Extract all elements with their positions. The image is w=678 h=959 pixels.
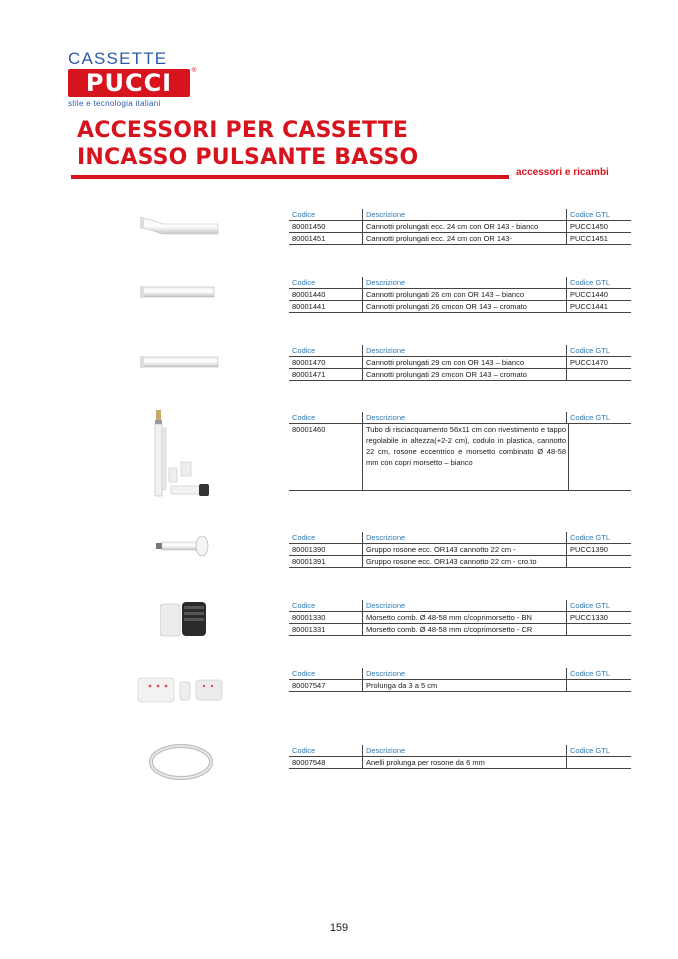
- cell-gtl: PUCC1451: [570, 234, 608, 243]
- header-gtl: Codice GTL: [570, 278, 611, 287]
- cell-gtl: PUCC1470: [570, 358, 608, 367]
- table-header-row: [289, 668, 631, 680]
- cell-description: Cannotti prolungati ecc. 24 cm con OR 143-: [363, 233, 567, 244]
- table-row: [289, 233, 631, 245]
- cell-code: 80001440: [289, 289, 363, 300]
- table-header-row: [289, 345, 631, 357]
- cell-code: 80001471: [289, 369, 363, 380]
- header-gtl: Codice GTL: [570, 669, 611, 678]
- header-gtl: Codice GTL: [570, 533, 611, 542]
- table-header-row: [289, 745, 631, 757]
- header-code: Codice: [289, 668, 363, 679]
- product-table-3: [289, 345, 631, 381]
- cell-description: Cannotti prolungati 29 cm con OR 143 – bianco: [363, 357, 567, 368]
- cell-code: 80001331: [289, 624, 363, 635]
- cell-gtl: [567, 680, 631, 691]
- header-gtl: Codice GTL: [570, 210, 611, 219]
- header-gtl: Codice GTL: [570, 413, 611, 422]
- table-row: [289, 424, 631, 491]
- product-table-8: [289, 745, 631, 769]
- product-table-5: [289, 532, 631, 568]
- cell-description: Cannotti prolungati ecc. 24 cm con OR 143 - bianco: [363, 221, 567, 232]
- header-code: Codice: [289, 277, 363, 288]
- header-description: Descrizione: [363, 345, 567, 356]
- cell-description: Cannotti prolungati 26 cm con OR 143 – bianco: [363, 289, 567, 300]
- table-row: [289, 369, 631, 381]
- cell-description: Prolunga da 3 a 5 cm: [363, 680, 567, 691]
- product-table-1: [289, 209, 631, 245]
- logo-tagline: stile e tecnologia italiani: [68, 99, 161, 108]
- cell-gtl: PUCC1450: [570, 222, 608, 231]
- table-row: [289, 556, 631, 568]
- title-divider: [71, 175, 509, 179]
- page-title-line-2: INCASSO PULSANTE BASSO: [77, 145, 419, 170]
- product-image-straight-tube: [140, 355, 220, 369]
- cell-description: Gruppo rosone ecc. OR143 cannotto 22 cm -: [363, 544, 567, 555]
- header-gtl: Codice GTL: [570, 346, 611, 355]
- table-header-row: [289, 600, 631, 612]
- cell-code: 80001470: [289, 357, 363, 368]
- header-code: Codice: [289, 412, 363, 423]
- product-table-4: [289, 412, 631, 491]
- cell-code: 80001441: [289, 301, 363, 312]
- cell-gtl: [569, 424, 631, 490]
- header-code: Codice: [289, 745, 363, 756]
- table-row: [289, 680, 631, 692]
- cell-gtl: PUCC1330: [570, 613, 608, 622]
- page-number: 159: [329, 922, 349, 934]
- page-title-line-1: ACCESSORI PER CASSETTE: [77, 118, 409, 143]
- cell-description: Morsetto comb. Ø 48-58 mm c/coprimorsetto - BN: [363, 612, 567, 623]
- cell-gtl: PUCC1440: [570, 290, 608, 299]
- cell-code: 80001330: [289, 612, 363, 623]
- product-table-7: [289, 668, 631, 692]
- cell-description: Cannotti prolungati 26 cmcon OR 143 – cromato: [363, 301, 567, 312]
- cell-code: 80001450: [289, 221, 363, 232]
- table-header-row: [289, 277, 631, 289]
- logo-registered-mark: ®: [192, 68, 197, 74]
- cell-description: Cannotti prolungati 29 cmcon OR 143 – cromato: [363, 369, 567, 380]
- cell-gtl: [567, 369, 631, 380]
- header-gtl: Codice GTL: [570, 746, 611, 755]
- cell-code: 80001451: [289, 233, 363, 244]
- table-row: [289, 544, 631, 556]
- header-code: Codice: [289, 345, 363, 356]
- product-image-straight-tube: [140, 285, 216, 299]
- product-image-flush-pipe-kit: [145, 410, 215, 498]
- logo-red-box: [68, 69, 190, 97]
- cell-gtl: [567, 556, 631, 567]
- cell-description: Anelli prolunga per rosone da 6 mm: [363, 757, 567, 768]
- logo-pucci-text: PUCCI: [85, 69, 173, 97]
- header-description: Descrizione: [363, 277, 567, 288]
- header-description: Descrizione: [363, 209, 567, 220]
- product-table-2: [289, 277, 631, 313]
- cell-description: Tubo di risciacquamento 56x11 cm con rivestimento e tappo regolabile in altezza(+2-2 cm), codulo in plastica, cannotto 22 cm, rosone eccentrico e morsetto combinato Ø 48-58 mm con copri morsetto – bianco: [363, 424, 569, 490]
- table-row: [289, 221, 631, 233]
- cell-gtl: PUCC1390: [570, 545, 608, 554]
- table-row: [289, 757, 631, 769]
- cell-gtl: [567, 624, 631, 635]
- header-description: Descrizione: [363, 412, 567, 423]
- cell-gtl: PUCC1441: [570, 302, 608, 311]
- table-header-row: [289, 209, 631, 221]
- table-row: [289, 612, 631, 624]
- table-header-row: [289, 412, 631, 424]
- cell-code: 80001391: [289, 556, 363, 567]
- header-code: Codice: [289, 600, 363, 611]
- cell-code: 80001390: [289, 544, 363, 555]
- header-code: Codice: [289, 209, 363, 220]
- table-header-row: [289, 532, 631, 544]
- header-description: Descrizione: [363, 745, 567, 756]
- product-image-ring: [148, 742, 214, 782]
- product-image-extension: [136, 672, 226, 708]
- header-description: Descrizione: [363, 600, 567, 611]
- table-row: [289, 624, 631, 636]
- cell-code: 80007548: [289, 757, 363, 768]
- cell-description: Morsetto comb. Ø 48-58 mm c/coprimorsetto - CR: [363, 624, 567, 635]
- logo-cassette-text: CASSETTE: [68, 49, 168, 68]
- product-image-combined-clamp: [160, 600, 208, 638]
- table-row: [289, 301, 631, 313]
- page-title: [77, 117, 418, 171]
- header-description: Descrizione: [363, 668, 567, 679]
- product-table-6: [289, 600, 631, 636]
- header-code: Codice: [289, 532, 363, 543]
- brand-logo: [68, 50, 208, 108]
- product-image-rosette-group: [156, 535, 212, 557]
- table-row: [289, 289, 631, 301]
- section-subtitle: accessori e ricambi: [516, 167, 609, 178]
- cell-code: 80001460: [289, 424, 363, 490]
- cell-gtl: [567, 757, 631, 768]
- header-description: Descrizione: [363, 532, 567, 543]
- product-image-bent-tube: [140, 214, 220, 240]
- cell-description: Gruppo rosone ecc. OR143 cannotto 22 cm - cro.to: [363, 556, 567, 567]
- table-row: [289, 357, 631, 369]
- cell-code: 80007547: [289, 680, 363, 691]
- header-gtl: Codice GTL: [570, 601, 611, 610]
